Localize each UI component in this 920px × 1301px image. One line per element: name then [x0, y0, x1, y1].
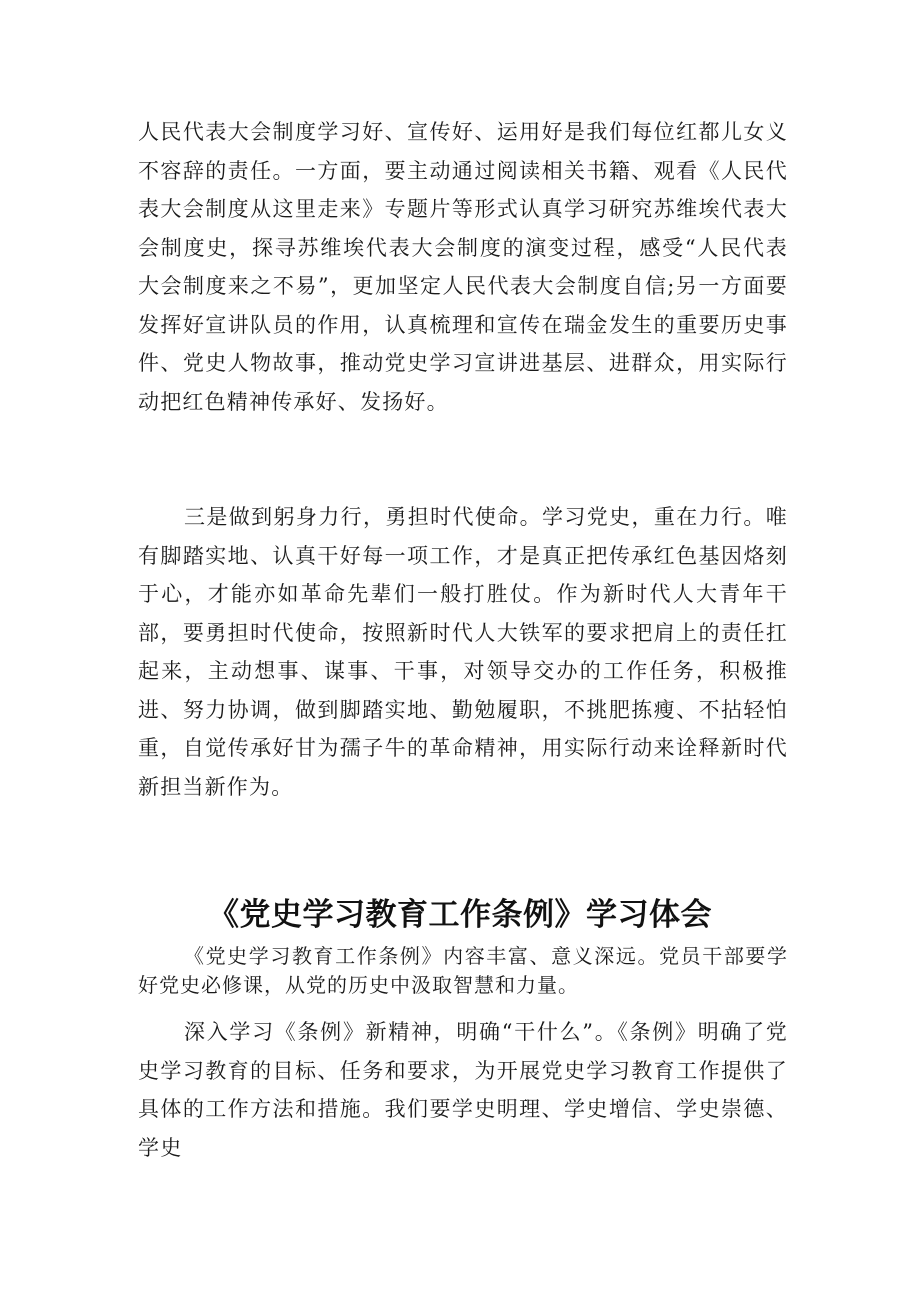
paragraph-study-regulations: 深入学习《条例》新精神，明确“干什么”。《条例》明确了党史学习教育的目标、任务和要求，为开展党史学习教育工作提供了具体的工作方法和措施。我们要学史明理、学史增信、学史崇德、学史 [138, 1020, 788, 1160]
section-intro: 《党史学习教育工作条例》内容丰富、意义深远。党员干部要学好党史必修课，从党的历史中汲取智慧和力量。 [138, 944, 788, 997]
paragraph-third-point: 三是做到躬身力行，勇担时代使命。学习党史，重在力行。唯有脚踏实地、认真干好每一项工作，才是真正把传承红色基因烙刻于心，才能亦如革命先辈们一般打胜仗。作为新时代人大青年干部，要勇担时代使命，按照新时代人大铁军的要求把肩上的责任扛起来，主动想事、谋事、干事，对领导交办的工作任务，积极推进、努力协调，做到脚踏实地、勤勉履职，不挑肥拣瘦、不拈轻怕重，自觉传承好甘为孺子牛的革命精神，用实际行动来诠释新时代新担当新作为。 [138, 505, 788, 799]
section-title: 《党史学习教育工作条例》学习体会 [208, 897, 712, 933]
paragraph-people-congress: 人民代表大会制度学习好、宣传好、运用好是我们每位红都儿女义不容辞的责任。一方面，要主动通过阅读相关书籍、观看《人民代表大会制度从这里走来》专题片等形式认真学习研究苏维埃代表大会制度史，探寻苏维埃代表大会制度的演变过程，感受“人民代表大会制度来之不易”，更加坚定人民代表大会制度自信;另一方面要发挥好宣讲队员的作用，认真梳理和宣传在瑞金发生的重要历史事件、党史人物故事，推动党史学习宣讲进基层、进群众，用实际行动把红色精神传承好、发扬好。 [138, 120, 788, 414]
